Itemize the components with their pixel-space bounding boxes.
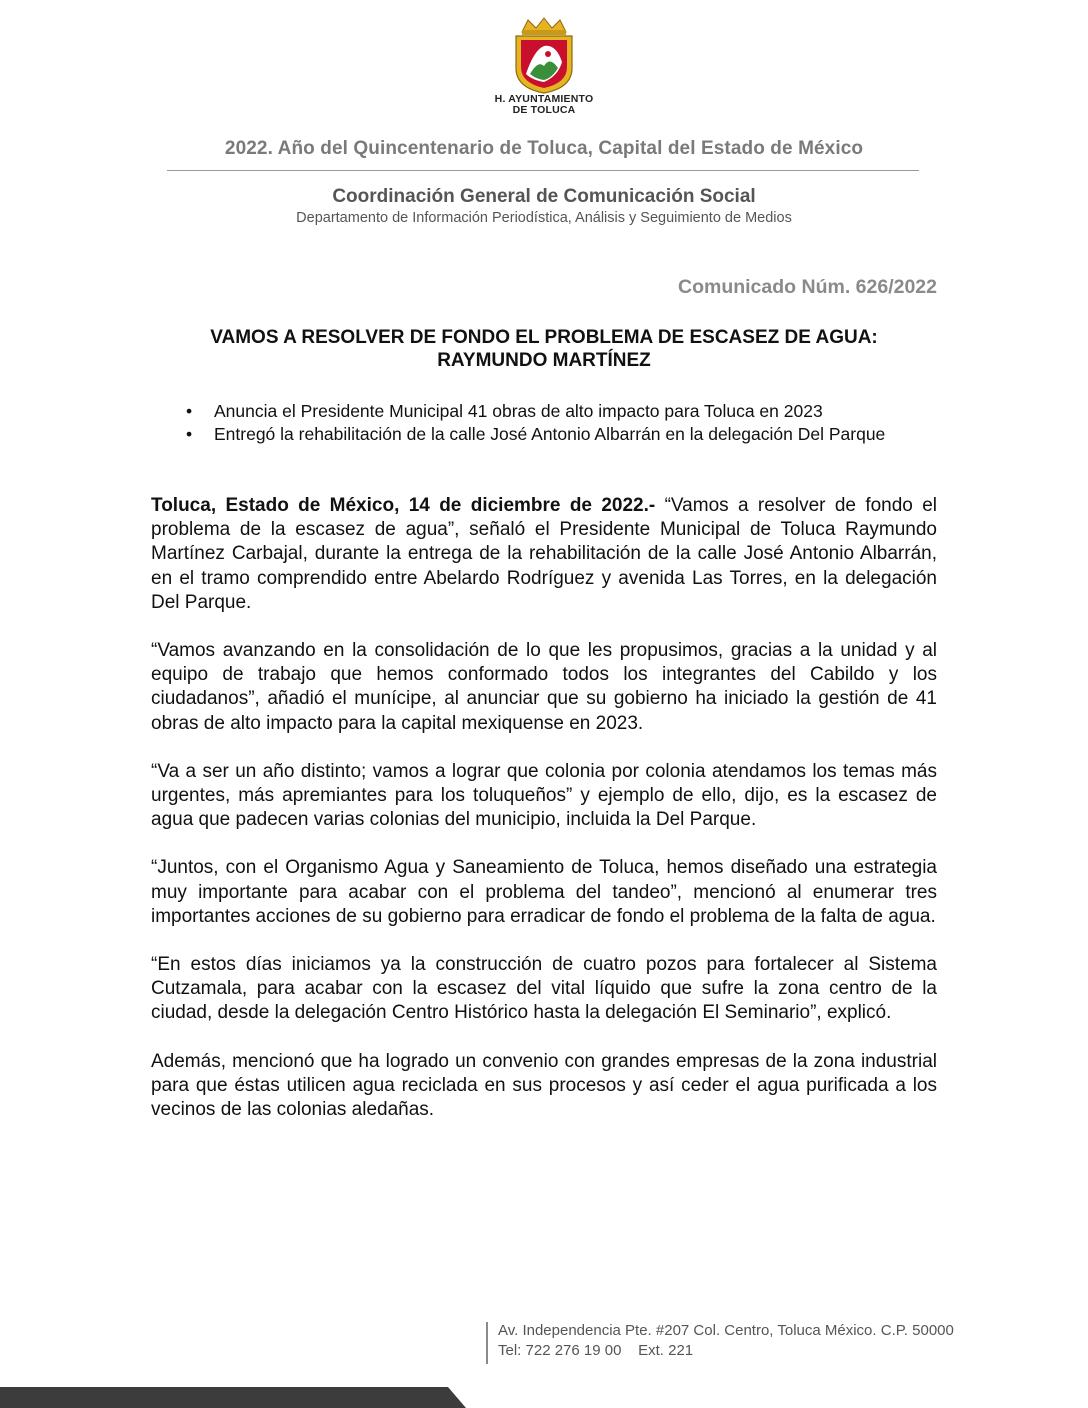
paragraph-3: “Va a ser un año distinto; vamos a lograr que colonia por colonia atendamos los temas más urgentes, más apremiantes para los toluqueños” y ejemplo de ello, dijo, es la escasez de agua que padecen varias colonias del municipio, incluida la Del Parque. bbox=[151, 760, 937, 831]
press-headline bbox=[150, 326, 938, 372]
bullet-text: Anuncia el Presidente Municipal 41 obras de alto impacto para Toluca en 2023 bbox=[214, 401, 823, 421]
footer-contact bbox=[498, 1321, 954, 1361]
department-subtitle: Departamento de Información Periodística, Análisis y Seguimiento de Medios bbox=[296, 210, 792, 226]
bullet-item bbox=[186, 423, 926, 446]
logo-line-1: H. AYUNTAMIENTO bbox=[494, 93, 594, 105]
paragraph-5: “En estos días iniciamos ya la construcción de cuatro pozos para fortalecer al Sistema Cutzamala, para acabar con la escasez del vital líquido que sufre la zona centro de la ciudad, desde la delegación Centro Histórico hasta la delegación El Seminario”, explicó. bbox=[151, 954, 937, 1024]
bullet-item bbox=[186, 400, 926, 423]
paragraph-6: Además, mencionó que ha logrado un convenio con grandes empresas de la zona industrial para que éstas utilicen agua reciclada en sus procesos y así ceder el agua purificada a los vecinos de las colonias aledañas. bbox=[151, 1050, 937, 1121]
header-divider bbox=[167, 170, 919, 171]
dateline: Toluca, Estado de México, 14 de diciembre de 2022.- bbox=[151, 495, 656, 516]
footer-band bbox=[0, 1387, 1088, 1408]
comunicado-number: Comunicado Núm. 626/2022 bbox=[677, 276, 937, 298]
article-body bbox=[151, 494, 937, 1146]
toluca-coat-of-arms-icon bbox=[504, 16, 584, 94]
coordination-title: Coordinación General de Comunicación Social bbox=[332, 186, 756, 207]
paragraph-4: “Juntos, con el Organismo Agua y Saneamiento de Toluca, hemos diseñado una estrategia muy importante para acabar con el problema del tandeo”, mencionó al enumerar tres importantes acciones de su gobierno para erradicar de fondo el problema de la falta de agua. bbox=[151, 857, 937, 927]
toluca-logo bbox=[488, 16, 600, 116]
paragraph-1 bbox=[151, 494, 937, 615]
summary-bullets bbox=[186, 400, 926, 446]
headline-line-1: VAMOS A RESOLVER DE FONDO EL PROBLEMA DE ESCASEZ DE AGUA: bbox=[210, 327, 878, 348]
year-motto: 2022. Año del Quincentenario de Toluca, Capital del Estado de México bbox=[224, 138, 864, 159]
bullet-icon: • bbox=[186, 424, 193, 444]
paragraph-2: “Vamos avanzando en la consolidación de lo que les propusimos, gracias a la unidad y al equipo de trabajo que hemos conformado todos los integrantes del Cabildo y los ciudadanos”, añadió el munícipe, al anunciar que su gobierno ha iniciado la gestión de 41 obras de alto impacto para la capital mexiquense en 2023. bbox=[151, 640, 937, 734]
footer-phone: Tel: 722 276 19 00 Ext. 221 bbox=[498, 1342, 694, 1359]
footer-divider bbox=[486, 1322, 488, 1364]
paragraph-1-text: “Vamos a resolver de fondo el problema de la escasez de agua”, señaló el Presidente Municipal de Toluca Raymundo Martínez Carbajal, durante la entrega de la rehabilitación de la calle José Antonio Albarrán, en el tramo comprendido entre Abelardo Rodríguez y avenida Las Torres, en la delegación Del Parque. bbox=[151, 495, 937, 613]
bullet-icon: • bbox=[186, 401, 193, 421]
logo-line-2: DE TOLUCA bbox=[512, 104, 576, 116]
footer-address: Av. Independencia Pte. #207 Col. Centro, Toluca México. C.P. 50000 bbox=[498, 1322, 954, 1339]
headline-line-2: RAYMUNDO MARTÍNEZ bbox=[437, 350, 651, 371]
bullet-text: Entregó la rehabilitación de la calle José Antonio Albarrán en la delegación Del Parque bbox=[214, 424, 886, 444]
